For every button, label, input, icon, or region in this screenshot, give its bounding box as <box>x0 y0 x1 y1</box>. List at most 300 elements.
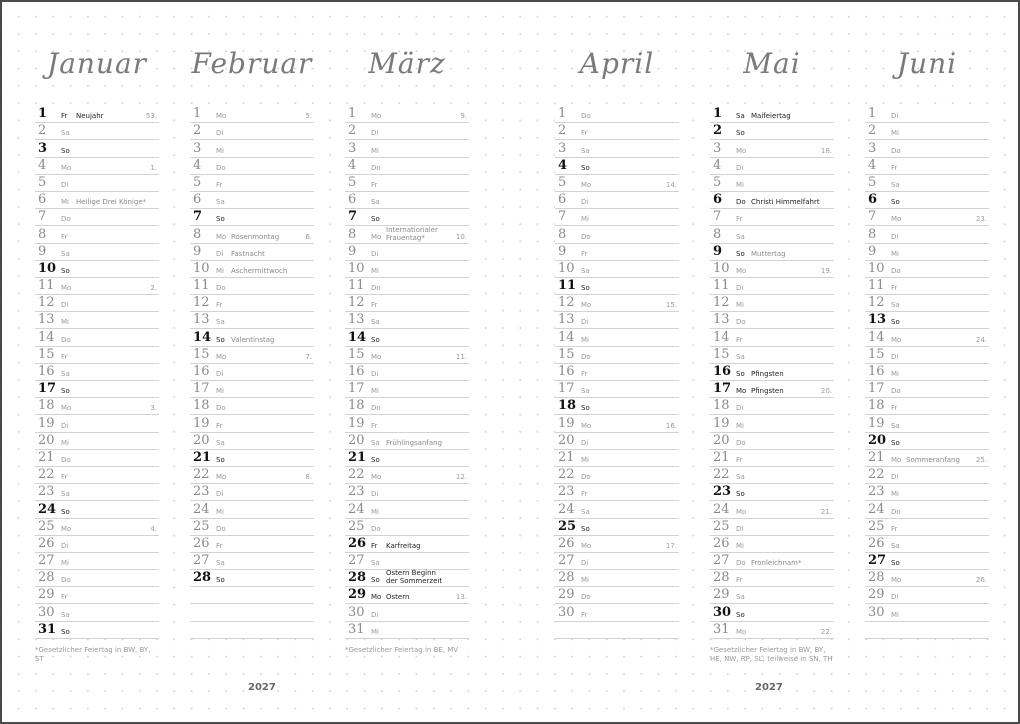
day-row <box>555 604 679 621</box>
week-number: 20. <box>820 387 832 396</box>
month-column-mai <box>710 42 834 663</box>
day-number: 17 <box>193 381 210 397</box>
weekday: So <box>61 387 70 396</box>
day-number: 18 <box>868 398 885 414</box>
weekday: Do <box>61 576 71 585</box>
day-note: Pfingsten <box>751 370 784 378</box>
day-number: 26 <box>348 535 367 551</box>
weekday: Di <box>891 473 899 482</box>
day-row <box>35 604 159 621</box>
day-number: 9 <box>193 243 202 259</box>
day-number: 23 <box>38 484 55 500</box>
weekday: Mo <box>371 593 382 602</box>
weekday: Do <box>891 387 901 396</box>
day-number: 21 <box>558 449 575 465</box>
day-row <box>555 433 679 450</box>
day-row <box>35 484 159 501</box>
day-row <box>35 450 159 467</box>
day-number: 12 <box>713 295 730 311</box>
weekday: Do <box>736 198 746 207</box>
weekday: Di <box>371 490 379 499</box>
day-row <box>555 226 679 243</box>
day-number: 30 <box>348 604 365 620</box>
day-number: 18 <box>558 398 577 414</box>
day-row <box>710 570 834 587</box>
weekday: Fr <box>736 576 743 585</box>
weekday: Do <box>216 404 226 413</box>
weekday: Mi <box>581 215 589 224</box>
day-row <box>345 175 469 192</box>
weekday: Di <box>216 129 224 138</box>
day-number: 4 <box>348 157 357 173</box>
weekday: Fr <box>61 473 68 482</box>
weekday: So <box>891 318 900 327</box>
week-number: 23. <box>975 215 987 224</box>
weekday: Do <box>891 507 901 516</box>
day-number: 1 <box>348 106 357 122</box>
day-note: Rosenmontag <box>231 232 280 241</box>
day-number: 13 <box>558 312 575 328</box>
weekday: Do <box>581 232 591 241</box>
day-number: 7 <box>558 209 567 225</box>
day-number: 24 <box>713 501 730 517</box>
day-number: 14 <box>868 329 885 345</box>
day-row <box>190 295 314 312</box>
weekday: So <box>581 163 590 172</box>
day-row <box>345 140 469 157</box>
weekday: Di <box>61 180 69 189</box>
day-number: 13 <box>348 312 365 328</box>
day-row <box>865 570 989 587</box>
weekday: Sa <box>581 387 590 396</box>
day-row <box>865 484 989 501</box>
weekday: Di <box>891 112 899 121</box>
weekday: Mo <box>371 352 382 361</box>
day-row <box>35 347 159 364</box>
month-title: Mai <box>743 47 801 80</box>
day-row <box>710 415 834 432</box>
day-row <box>35 278 159 295</box>
day-row <box>190 415 314 432</box>
weekday: Di <box>61 421 69 430</box>
day-note: Ostern <box>386 593 410 602</box>
day-row <box>710 536 834 553</box>
day-row <box>555 398 679 415</box>
weekday: Mo <box>371 112 382 121</box>
day-number: 21 <box>868 449 885 465</box>
day-number: 25 <box>868 518 885 534</box>
day-number: 26 <box>713 535 730 551</box>
day-number: 27 <box>38 553 55 569</box>
weekday: Mo <box>216 112 227 121</box>
day-row <box>190 604 314 621</box>
day-number: 28 <box>348 570 367 586</box>
day-number: 22 <box>348 467 365 483</box>
week-number: 5. <box>305 112 312 121</box>
day-row <box>555 622 679 639</box>
day-row <box>710 123 834 140</box>
day-number: 30 <box>38 604 55 620</box>
day-number: 7 <box>868 209 877 225</box>
day-number: 30 <box>558 604 575 620</box>
weekday: Fr <box>61 593 68 602</box>
day-number: 12 <box>193 295 210 311</box>
day-row <box>555 209 679 226</box>
day-row <box>710 519 834 536</box>
day-number: 3 <box>193 140 202 156</box>
weekday: Mo <box>736 266 747 275</box>
day-row <box>345 261 469 278</box>
weekday: Do <box>371 163 381 172</box>
day-row <box>555 450 679 467</box>
weekday: Di <box>371 129 379 138</box>
weekday: Do <box>371 524 381 533</box>
day-number: 14 <box>348 329 367 345</box>
weekday: Sa <box>736 593 745 602</box>
day-number: 9 <box>348 243 357 259</box>
weekday: So <box>581 404 590 413</box>
weekday: Do <box>736 318 746 327</box>
weekday: Mi <box>371 627 379 636</box>
weekday: Do <box>581 473 591 482</box>
day-number: 10 <box>38 260 57 276</box>
week-number: 1. <box>150 163 157 172</box>
day-number: 10 <box>558 260 575 276</box>
day-number: 4 <box>38 157 47 173</box>
day-row <box>710 467 834 484</box>
day-row <box>35 398 159 415</box>
day-number: 28 <box>193 570 212 586</box>
weekday: So <box>216 455 225 464</box>
day-number: 15 <box>38 346 55 362</box>
weekday: Do <box>891 146 901 155</box>
day-row <box>865 123 989 140</box>
day-row <box>35 587 159 604</box>
weekday: So <box>736 249 745 258</box>
day-number: 1 <box>713 106 723 122</box>
weekday: Do <box>581 352 591 361</box>
day-row <box>710 244 834 261</box>
day-number: 11 <box>38 278 55 294</box>
day-row <box>35 329 159 346</box>
weekday: Mi <box>61 559 69 568</box>
day-number: 16 <box>38 364 55 379</box>
day-row <box>710 604 834 621</box>
day-number: 7 <box>38 209 47 225</box>
day-row <box>345 123 469 140</box>
day-row <box>865 519 989 536</box>
day-number: 25 <box>558 518 577 534</box>
day-row <box>190 553 314 570</box>
year-label-right: 2027 <box>755 682 783 693</box>
weekday: Sa <box>736 112 745 121</box>
day-number: 18 <box>193 398 210 414</box>
weekday: Mo <box>736 507 747 516</box>
weekday: Mo <box>891 215 902 224</box>
day-row <box>710 278 834 295</box>
day-row <box>555 158 679 175</box>
day-note: Pfingsten <box>751 387 784 396</box>
day-row <box>190 398 314 415</box>
week-number: 13. <box>455 593 467 602</box>
day-list <box>865 106 989 639</box>
day-row <box>555 484 679 501</box>
day-row <box>710 209 834 226</box>
month-title: Januar <box>46 47 148 80</box>
day-row <box>35 295 159 312</box>
day-row <box>865 467 989 484</box>
weekday: Mi <box>891 370 899 378</box>
day-row <box>865 433 989 450</box>
day-row <box>35 622 159 639</box>
weekday: Sa <box>891 180 900 189</box>
day-row <box>190 175 314 192</box>
month-title: März <box>368 47 446 80</box>
day-number: 13 <box>38 312 55 328</box>
weekday: So <box>736 610 745 619</box>
day-row <box>555 467 679 484</box>
day-row <box>190 570 314 587</box>
day-number: 4 <box>868 157 877 173</box>
weekday: Di <box>581 559 589 568</box>
day-number: 18 <box>38 398 55 414</box>
weekday: So <box>891 198 900 207</box>
day-row <box>190 192 314 209</box>
day-number: 8 <box>713 226 722 242</box>
day-number: 15 <box>868 346 885 362</box>
day-note: Valentinstag <box>231 335 275 344</box>
weekday: Mi <box>891 610 899 619</box>
day-row <box>35 553 159 570</box>
weekday: Mo <box>891 335 902 344</box>
day-number: 4 <box>713 157 722 173</box>
day-row <box>345 604 469 621</box>
weekday: Mi <box>736 180 744 189</box>
weekday: Di <box>216 490 224 499</box>
day-row <box>555 278 679 295</box>
day-row <box>555 106 679 123</box>
day-row <box>345 553 469 570</box>
day-number: 17 <box>868 381 885 397</box>
day-number: 7 <box>348 209 358 225</box>
weekday: Mo <box>61 163 72 172</box>
day-row <box>190 622 314 639</box>
weekday: Sa <box>371 559 380 568</box>
day-number: 21 <box>38 449 55 465</box>
weekday: Sa <box>61 370 70 378</box>
day-number: 1 <box>193 106 202 122</box>
weekday: Do <box>581 593 591 602</box>
weekday: Mi <box>736 301 744 310</box>
day-row <box>35 192 159 209</box>
day-number: 24 <box>348 501 365 517</box>
weekday: Mi <box>891 249 899 258</box>
weekday: Fr <box>61 112 68 121</box>
day-number: 11 <box>868 278 885 294</box>
weekday: Fr <box>581 490 588 499</box>
month-column-juni <box>865 42 989 620</box>
weekday: Sa <box>581 507 590 516</box>
weekday: Mi <box>216 387 224 396</box>
week-number: 7. <box>305 352 312 361</box>
day-number: 5 <box>348 174 357 190</box>
day-number: 23 <box>558 484 575 500</box>
day-row <box>710 140 834 157</box>
weekday: Di <box>736 524 744 533</box>
day-number: 26 <box>868 535 885 551</box>
weekday: Fr <box>216 180 223 189</box>
day-number: 26 <box>558 535 575 551</box>
day-row <box>710 484 834 501</box>
day-number: 20 <box>348 432 365 448</box>
week-number: 11. <box>455 352 467 361</box>
day-number: 29 <box>348 587 367 603</box>
day-row <box>865 295 989 312</box>
weekday: Di <box>581 198 589 207</box>
footnote: *Gesetzlicher Feiertag in BW, BY, HE, NW, RP, SL; teilweise in SN, TH <box>710 646 833 663</box>
day-row <box>190 364 314 381</box>
weekday: Mo <box>216 352 227 361</box>
weekday: Do <box>891 266 901 275</box>
day-row <box>865 347 989 364</box>
day-row <box>710 295 834 312</box>
weekday: Di <box>736 163 744 172</box>
day-row <box>190 347 314 364</box>
weekday: So <box>61 627 70 636</box>
weekday: Di <box>581 438 589 447</box>
day-note: Fronleichnam* <box>751 559 802 568</box>
day-row <box>190 501 314 518</box>
day-row <box>555 347 679 364</box>
day-row <box>710 553 834 570</box>
day-row <box>555 295 679 312</box>
day-row <box>865 192 989 209</box>
day-number: 12 <box>868 295 885 311</box>
day-number: 30 <box>713 604 732 620</box>
weekday: Mi <box>216 507 224 516</box>
day-row <box>555 244 679 261</box>
weekday: So <box>371 215 380 224</box>
day-row <box>710 175 834 192</box>
day-row <box>710 398 834 415</box>
day-number: 27 <box>348 553 365 569</box>
day-note: Aschermittwoch <box>231 266 288 275</box>
day-row <box>865 553 989 570</box>
day-number: 14 <box>193 329 212 345</box>
day-number: 11 <box>713 278 730 294</box>
weekday: Fr <box>581 249 588 258</box>
day-row <box>555 123 679 140</box>
day-number: 15 <box>558 346 575 362</box>
day-number: 3 <box>713 140 722 156</box>
day-number: 3 <box>348 140 357 156</box>
day-row <box>710 501 834 518</box>
footnote: *Gesetzlicher Feiertag in BE, MV <box>345 646 459 654</box>
day-number: 23 <box>193 484 210 500</box>
footnote: *Gesetzlicher Feiertag in BW, BY, ST <box>35 646 151 663</box>
weekday: Mi <box>216 266 224 275</box>
day-number: 23 <box>348 484 365 500</box>
weekday: Sa <box>61 610 70 619</box>
day-row <box>190 433 314 450</box>
day-number: 28 <box>868 570 885 586</box>
day-number: 26 <box>193 535 210 551</box>
day-row <box>865 140 989 157</box>
weekday: Fr <box>581 370 588 378</box>
day-number: 20 <box>868 432 887 448</box>
year-label-left: 2027 <box>248 682 276 693</box>
day-row <box>345 244 469 261</box>
weekday: Sa <box>61 249 70 258</box>
day-number: 15 <box>193 346 210 362</box>
week-number: 53. <box>145 112 157 121</box>
weekday: Do <box>61 215 71 224</box>
day-number: 21 <box>713 449 730 465</box>
day-row <box>710 622 834 639</box>
day-number: 29 <box>713 587 730 603</box>
week-number: 10. <box>455 232 467 241</box>
day-row <box>555 415 679 432</box>
day-number: 2 <box>713 123 723 139</box>
day-row <box>710 261 834 278</box>
day-number: 9 <box>558 243 567 259</box>
day-note: Maifeiertag <box>751 112 791 121</box>
week-number: 17. <box>665 541 677 550</box>
day-note: Internationaler Frauentag* <box>386 225 438 242</box>
weekday: Sa <box>216 559 225 568</box>
day-number: 16 <box>558 364 575 379</box>
day-row <box>345 450 469 467</box>
month-column-januar <box>35 42 159 663</box>
day-row <box>35 433 159 450</box>
month-column-maerz <box>345 42 469 654</box>
day-number: 10 <box>193 260 210 276</box>
day-number: 16 <box>193 364 210 379</box>
weekday: Mo <box>581 421 592 430</box>
weekday: Do <box>581 112 591 121</box>
weekday: Sa <box>891 301 900 310</box>
month-title: April <box>579 47 655 80</box>
weekday: Sa <box>371 438 380 447</box>
week-number: 2. <box>150 284 157 293</box>
weekday: Di <box>371 370 379 378</box>
day-note: Neujahr <box>76 112 104 121</box>
day-number: 24 <box>868 501 885 517</box>
day-row <box>710 158 834 175</box>
week-number: 14. <box>665 180 677 189</box>
day-number: 16 <box>713 364 732 379</box>
day-number: 2 <box>348 123 357 139</box>
week-number: 19. <box>820 266 832 275</box>
day-number: 5 <box>713 174 722 190</box>
day-list <box>35 106 159 639</box>
day-row <box>865 278 989 295</box>
weekday: Di <box>891 232 899 241</box>
day-number: 16 <box>348 364 365 379</box>
day-number: 20 <box>713 432 730 448</box>
weekday: Mo <box>216 473 227 482</box>
weekday: Fr <box>61 352 68 361</box>
weekday: Sa <box>216 438 225 447</box>
day-row <box>35 140 159 157</box>
day-row <box>190 312 314 329</box>
day-number: 10 <box>713 260 730 276</box>
day-note: Fastnacht <box>231 249 265 258</box>
day-number: 14 <box>713 329 730 345</box>
day-row <box>555 312 679 329</box>
week-number: 18. <box>820 146 832 155</box>
day-row <box>865 312 989 329</box>
